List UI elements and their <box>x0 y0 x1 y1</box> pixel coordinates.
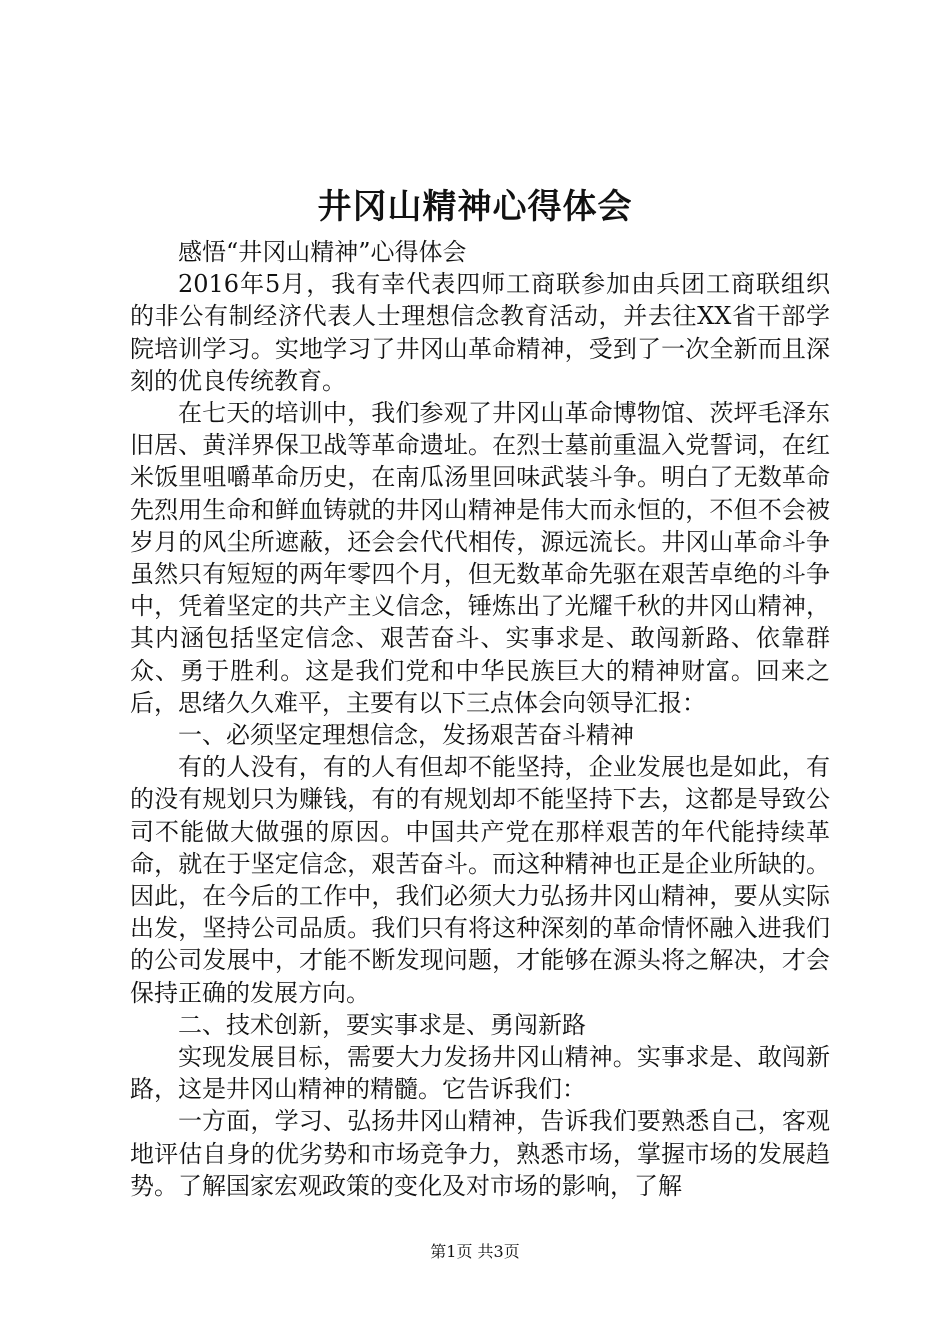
body-paragraph: 实现发展目标，需要大力发扬井冈山精神。实事求是、敢闯新路，这是井冈山精神的精髓。它告诉我们： <box>130 1043 830 1104</box>
section-heading: 二、技术创新，要实事求是、勇闯新路 <box>178 1010 586 1039</box>
page-footer: 第1页 共3页 <box>430 1242 520 1261</box>
subtitle-paragraph: 感悟“井冈山精神”心得体会 <box>178 238 467 266</box>
section-heading: 一、必须坚定理想信念，发扬艰苦奋斗精神 <box>178 721 634 750</box>
body-paragraph: 2016年5月，我有幸代表四师工商联参加由兵团工商联组织的非公有制经济代表人士理想信念教育活动，并去往XX省干部学院培训学习。实地学习了井冈山革命精神，受到了一次全新而且深刻的优良传统教育。 <box>130 270 830 395</box>
body-paragraph: 在七天的培训中，我们参观了井冈山革命博物馆、茨坪毛泽东旧居、黄洋界保卫战等革命遗址。在烈士墓前重温入党誓词，在红米饭里咀嚼革命历史，在南瓜汤里回味武装斗争。明白了无数革命先烈用生命和鲜血铸就的井冈山精神是伟大而永恒的，不但不会被岁月的风尘所遮蔽，还会会代代相传，源远流长。井冈山革命斗争虽然只有短短的两年零四个月，但无数革命先驱在艰苦卓绝的斗争中，凭着坚定的共产主义信念，锤炼出了光耀千秋的井冈山精神，其内涵包括坚定信念、艰苦奋斗、实事求是、敢闯新路、依靠群众、勇于胜利。这是我们党和中华民族巨大的精神财富。回来之后，思绪久久难平，主要有以下三点体会向领导汇报： <box>130 399 830 717</box>
body-paragraph: 一方面，学习、弘扬井冈山精神，告诉我们要熟悉自己，客观地评估自身的优劣势和市场竞争力，熟悉市场，掌握市场的发展趋势。了解国家宏观政策的变化及对市场的影响，了解 <box>130 1107 830 1200</box>
body-paragraph: 有的人没有，有的人有但却不能坚持，企业发展也是如此，有的没有规划只为赚钱，有的有规划却不能坚持下去，这都是导致公司不能做大做强的原因。中国共产党在那样艰苦的年代能持续革命，就在于坚定信念，艰苦奋斗。而这种精神也正是企业所缺的。因此，在今后的工作中，我们必须大力弘扬井冈山精神，要从实际出发，坚持公司品质。我们只有将这种深刻的革命情怀融入进我们的公司发展中，才能不断发现问题，才能够在源头将之解决，才会保持正确的发展方向。 <box>130 753 830 1007</box>
page-title: 井冈山精神心得体会 <box>317 187 633 227</box>
document-body <box>130 236 830 1202</box>
